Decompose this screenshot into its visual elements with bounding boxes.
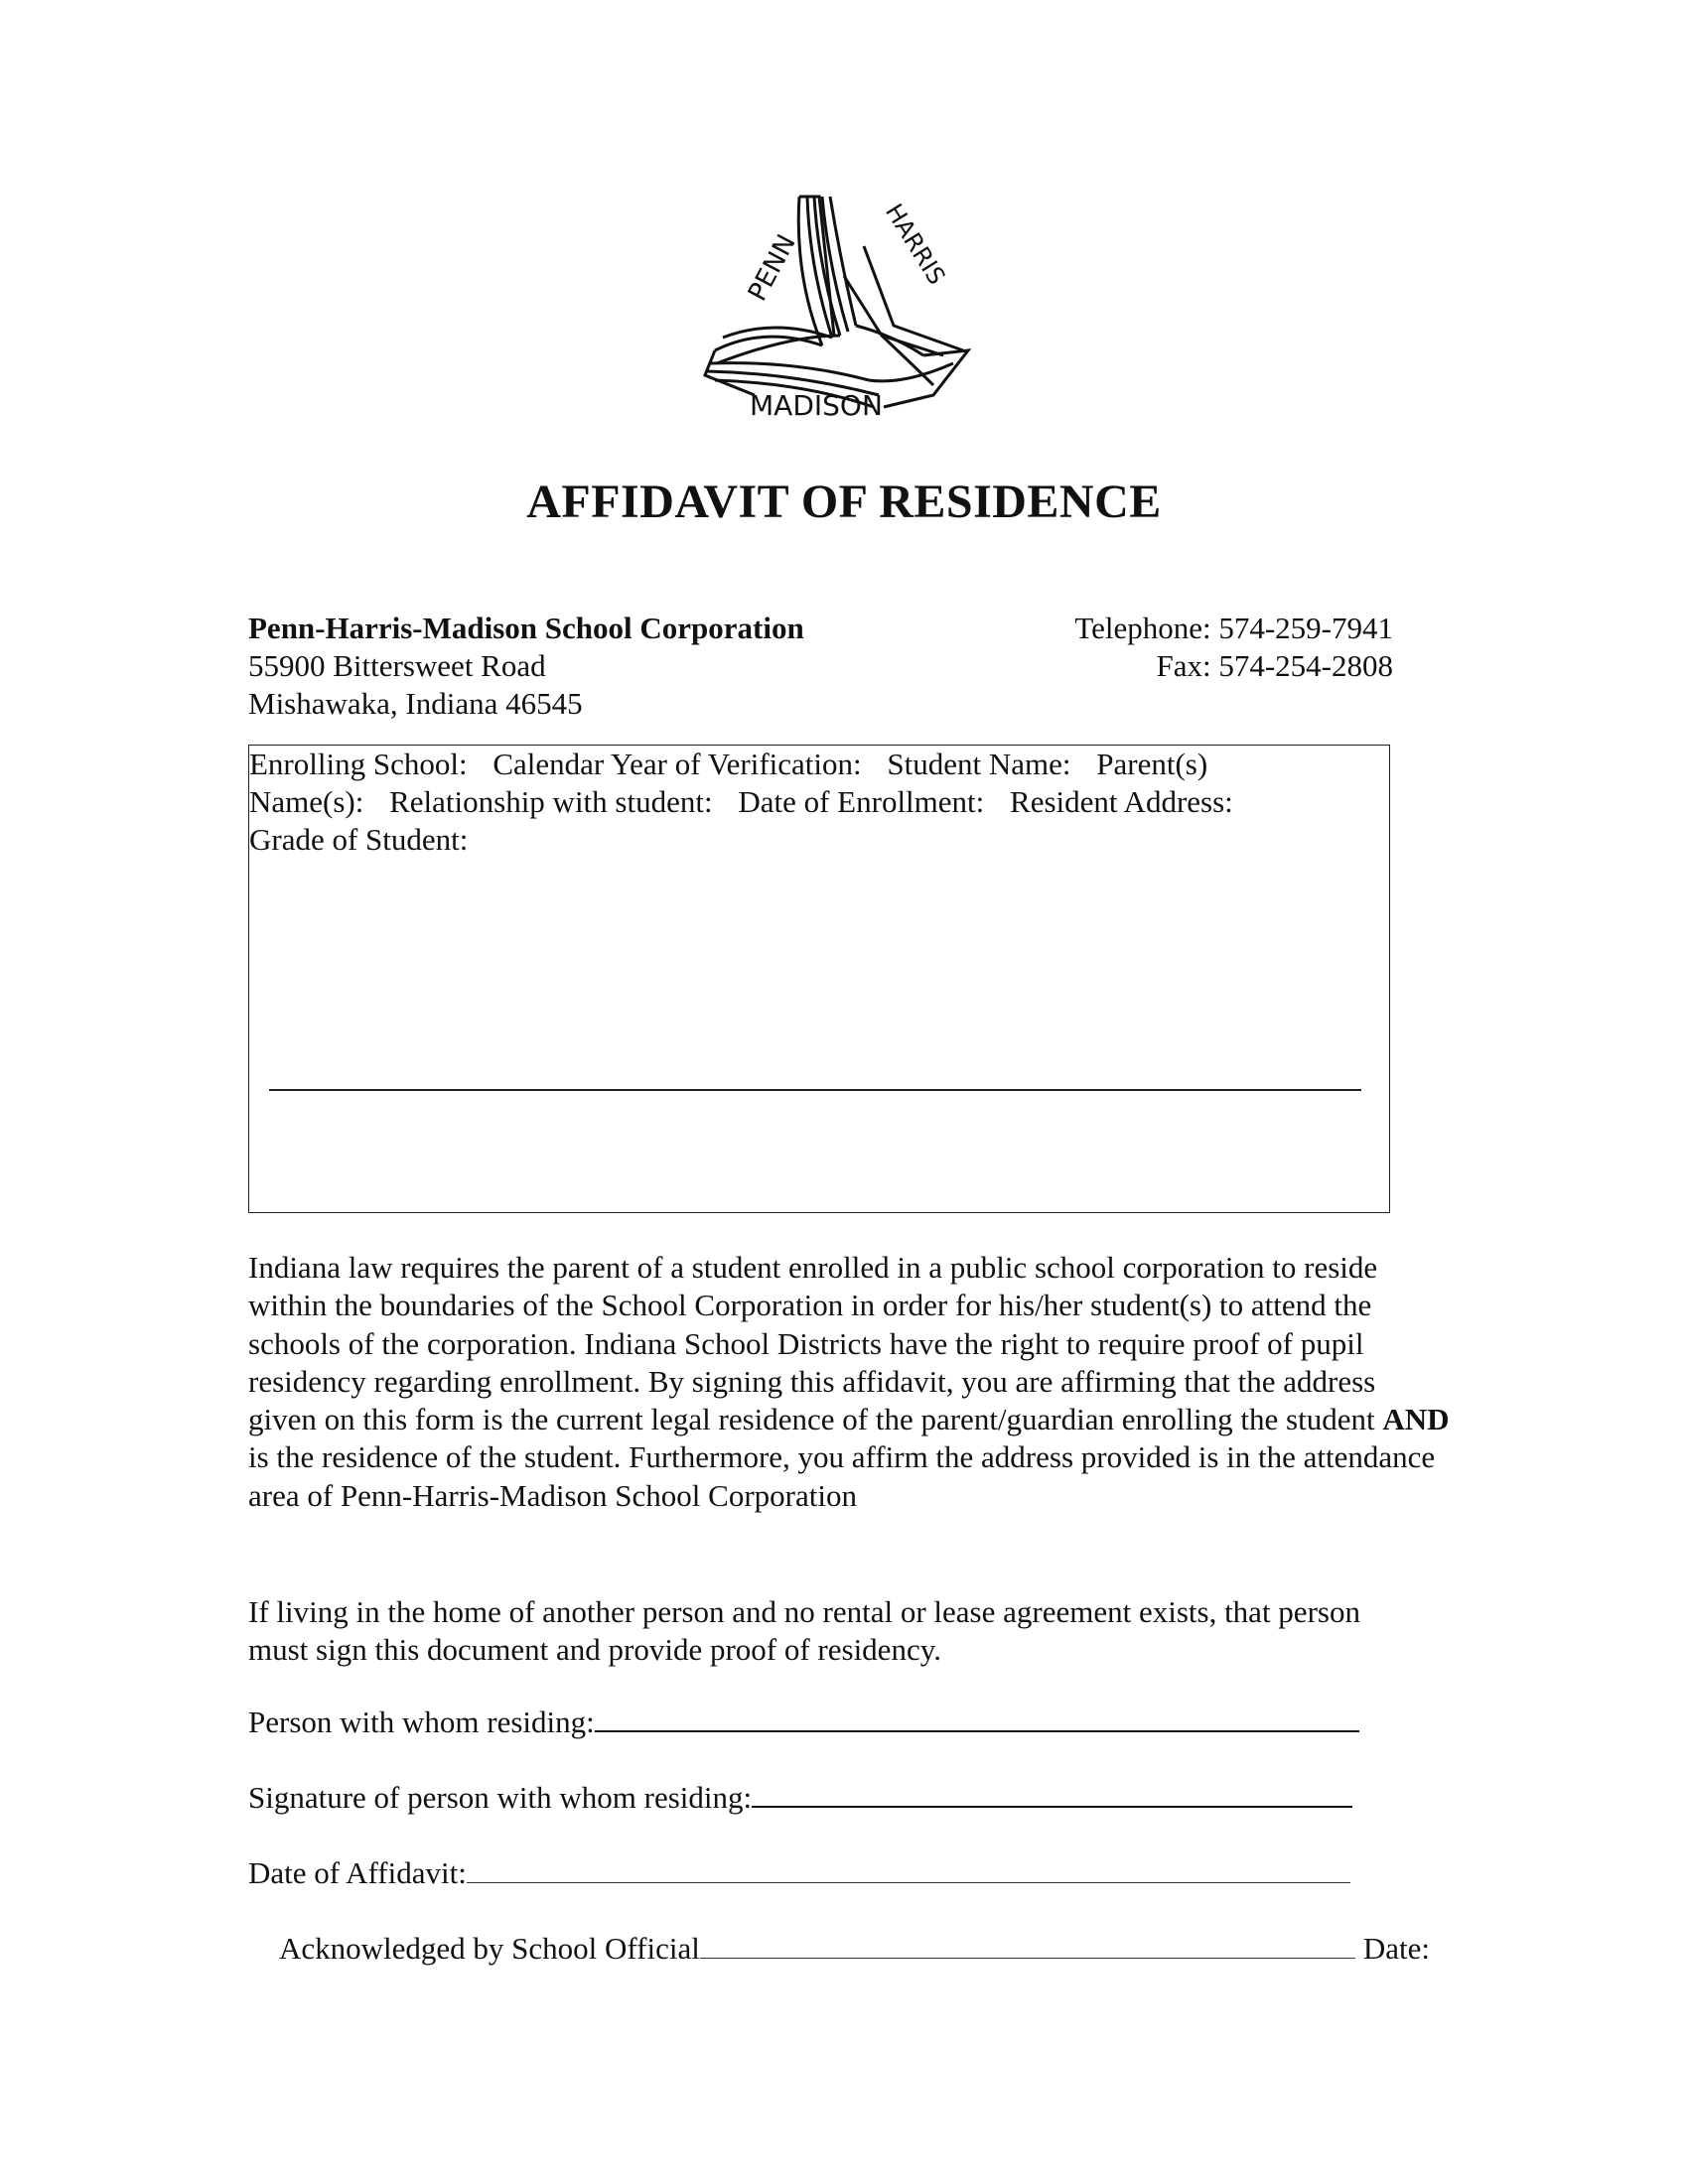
- org-fax: Fax: 574-254-2808: [1156, 648, 1393, 683]
- org-telephone: Telephone: 574-259-7941: [1074, 611, 1393, 645]
- org-street: 55900 Bittersweet Road: [248, 648, 546, 683]
- law-text-a: Indiana law requires the parent of a student enrolled in a public school corporation to reside within the boundaries of the School Corporation in order for his/her student(s) to attend the schools of the corporation. Indiana School Districts have the right to require proof of pupil residency regarding enrollment. By signing this affidavit, you are affirming that the address given on this form is the current legal residence of the parent/guardian enrolling the student: [248, 1250, 1383, 1437]
- field-enrolling-school[interactable]: Enrolling School:: [249, 747, 468, 781]
- field-parent-names[interactable]: Parent(s) Name(s):: [249, 747, 1208, 819]
- phm-logo: [695, 187, 983, 425]
- org-contact: [1074, 610, 1393, 685]
- signature-label: Signature of person with whom residing:: [248, 1780, 753, 1815]
- field-date-of-enrollment[interactable]: Date of Enrollment:: [738, 784, 985, 819]
- person-residing-label: Person with whom residing:: [248, 1705, 595, 1739]
- ack-label: Acknowledged by School Official: [279, 1931, 700, 1966]
- field-grade[interactable]: Grade of Student:: [249, 822, 469, 857]
- org-address: [248, 610, 804, 723]
- ack-date-label: Date:: [1362, 1931, 1430, 1966]
- person-residing-row: [248, 1704, 1359, 1741]
- field-labels: [249, 746, 1302, 859]
- residency-paragraph: If living in the home of another person and no rental or lease agreement exists, that person must sign this document and provide proof of residency.: [248, 1594, 1360, 1668]
- field-student-name[interactable]: Student Name:: [887, 747, 1071, 781]
- box-signature-line[interactable]: [269, 1089, 1361, 1091]
- field-relationship[interactable]: Relationship with student:: [389, 784, 713, 819]
- enrollment-fields-box: [248, 745, 1390, 1213]
- signature-line[interactable]: [752, 1805, 1352, 1808]
- org-city: Mishawaka, Indiana 46545: [248, 686, 583, 721]
- signature-row: [248, 1779, 1352, 1817]
- logo-madison-text: MADISON: [750, 389, 883, 422]
- page-title: AFFIDAVIT OF RESIDENCE: [526, 476, 1162, 528]
- law-text-b: is the residence of the student. Furthermore, you affirm the address provided is in the attendance area of Penn-Harris-Madison School Corporation: [248, 1439, 1436, 1513]
- logo-penn-text: PENN: [742, 229, 802, 307]
- ack-row: [279, 1930, 1430, 1968]
- logo-harris-text: HARRIS: [879, 199, 951, 290]
- law-paragraph: [248, 1249, 1450, 1515]
- date-affidavit-row: [248, 1854, 1350, 1892]
- law-text-bold: AND: [1382, 1402, 1450, 1437]
- field-calendar-year[interactable]: Calendar Year of Verification:: [492, 747, 862, 781]
- ack-line[interactable]: [700, 1957, 1355, 1959]
- date-affidavit-label: Date of Affidavit:: [248, 1855, 467, 1890]
- date-affidavit-line[interactable]: [467, 1881, 1350, 1883]
- org-name: Penn-Harris-Madison School Corporation: [248, 611, 804, 645]
- field-resident-address[interactable]: Resident Address:: [1010, 784, 1233, 819]
- person-residing-line[interactable]: [595, 1729, 1359, 1732]
